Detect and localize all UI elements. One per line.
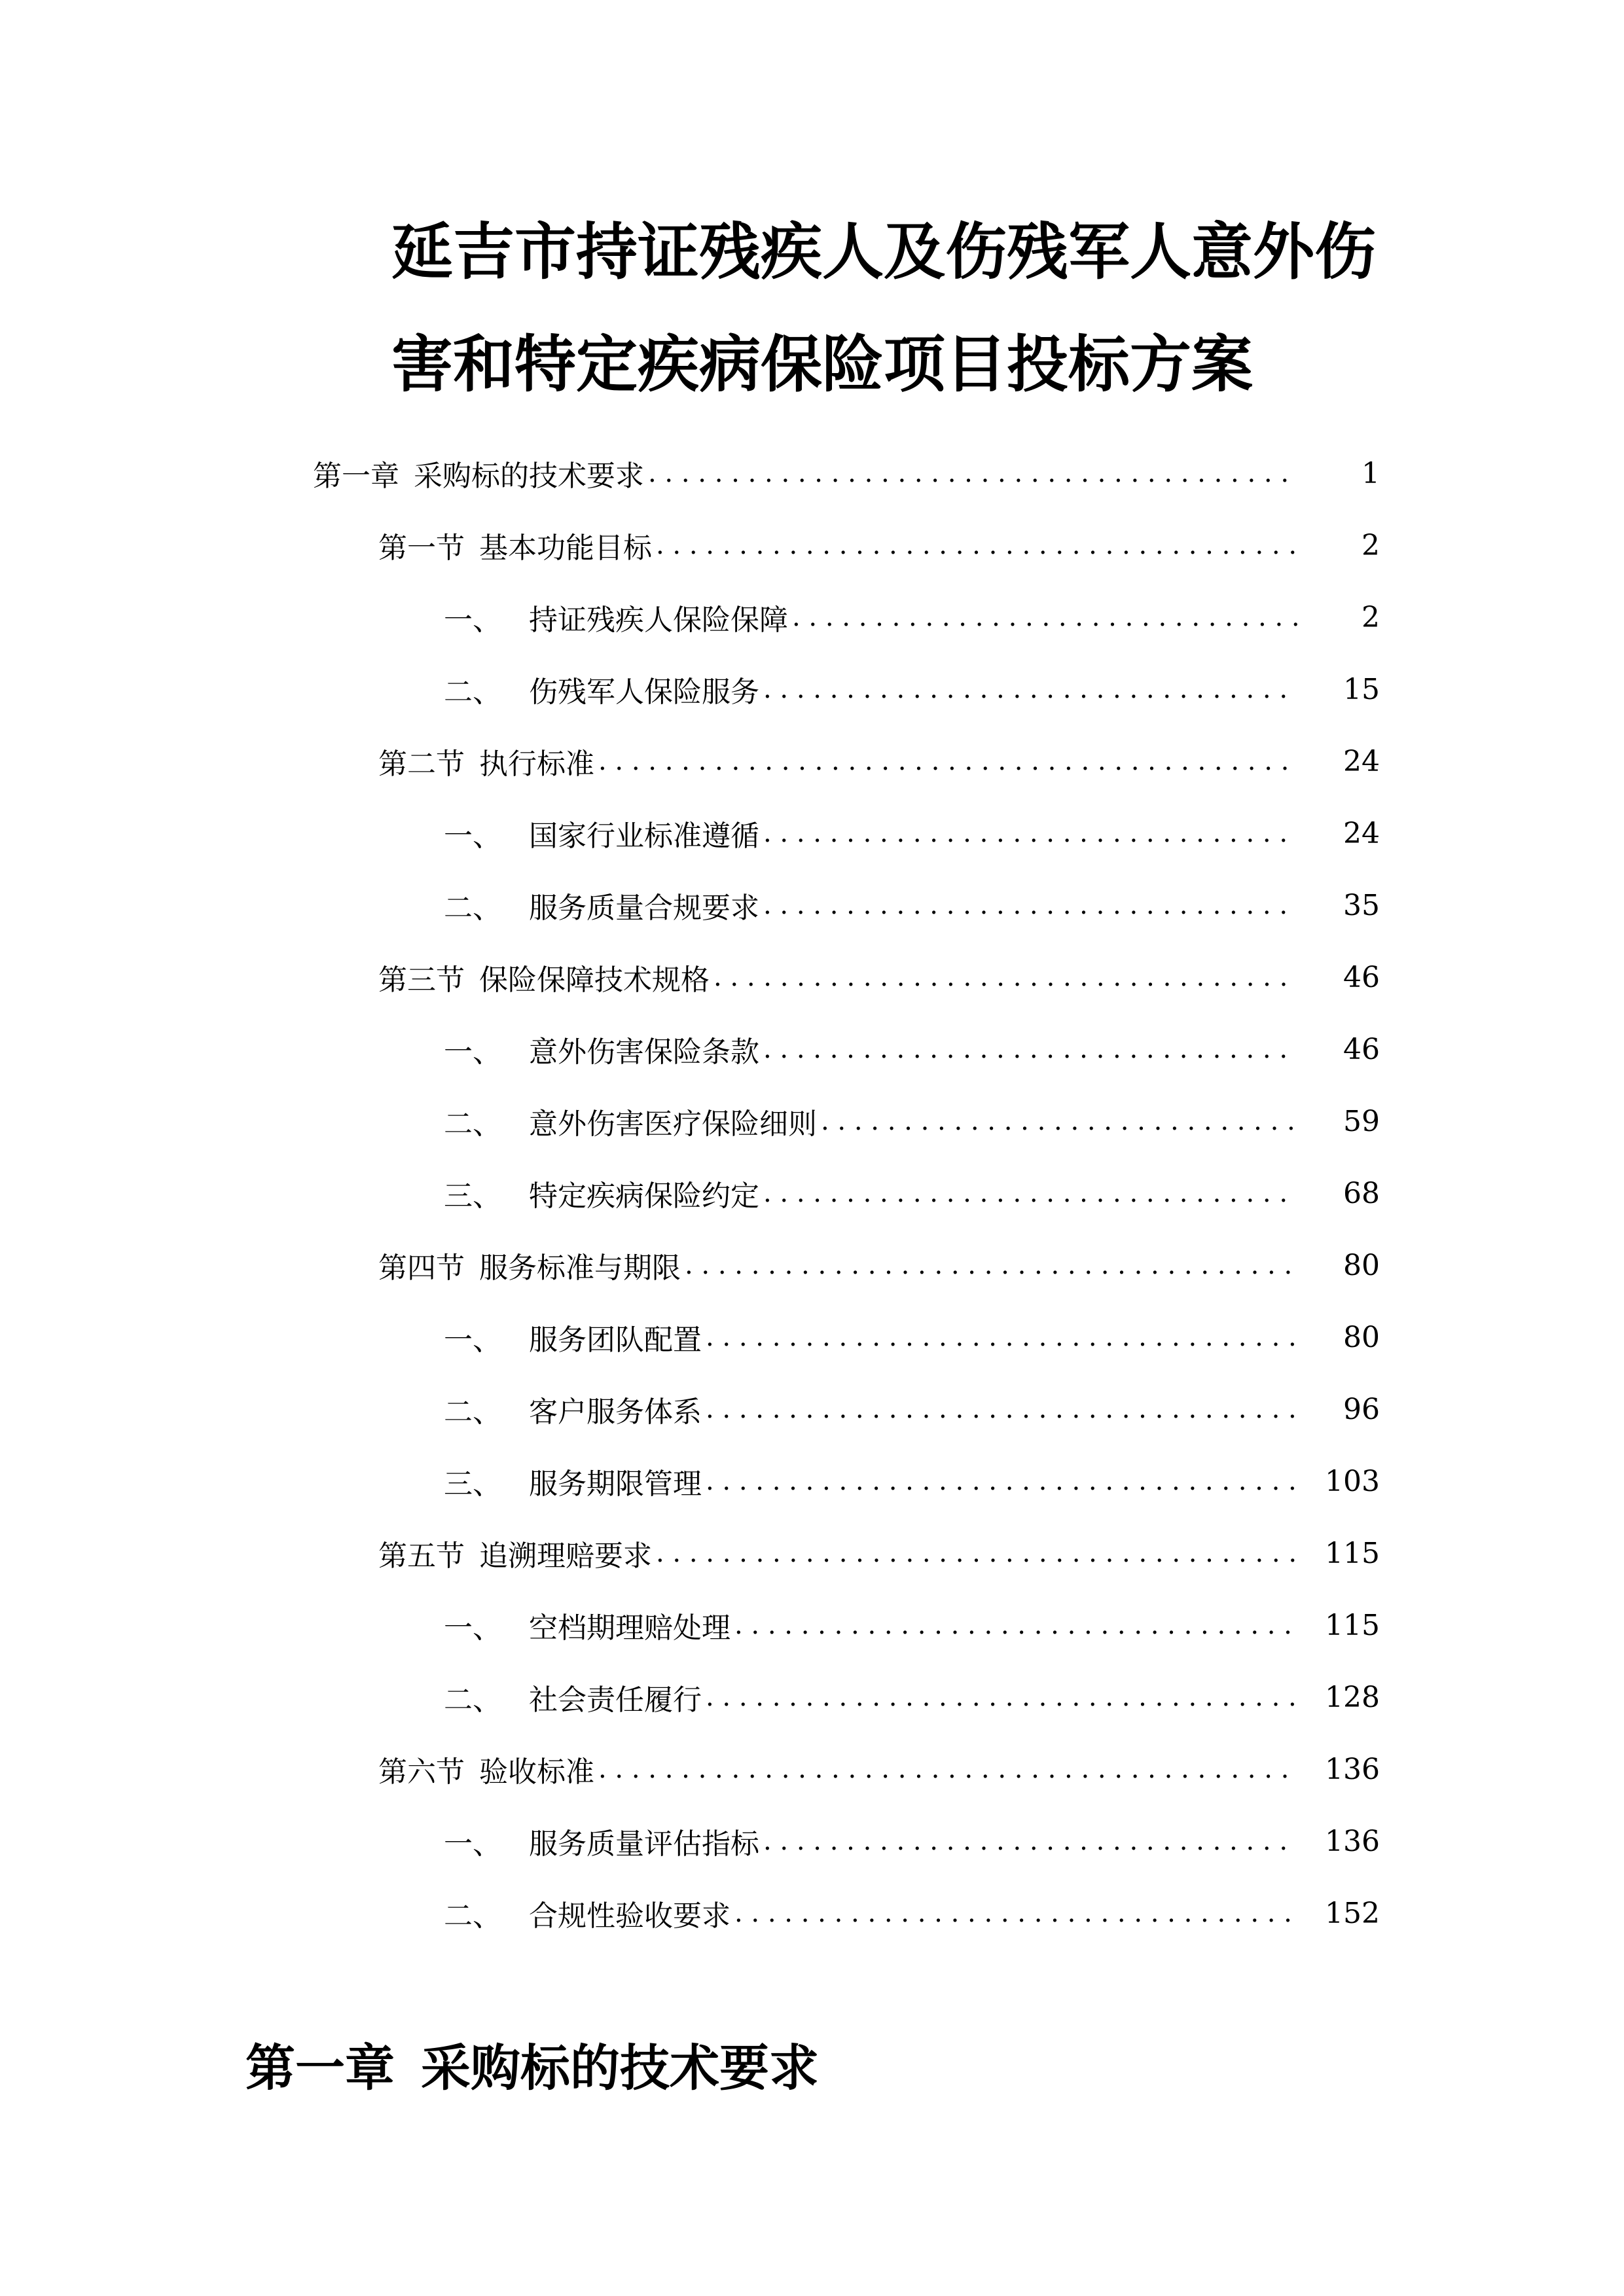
toc-entry[interactable] bbox=[0, 1085, 1624, 1157]
toc-entry-number: 三、 bbox=[444, 1467, 501, 1501]
chapter-title: 采购标的技术要求 bbox=[421, 2039, 819, 2097]
toc-dot-leader bbox=[598, 1754, 1297, 1784]
toc-entry-label bbox=[378, 524, 656, 566]
toc-page-number: 59 bbox=[1343, 1104, 1380, 1138]
toc-entry-text: 意外伤害医疗保险细则 bbox=[529, 1107, 817, 1141]
toc-entry[interactable] bbox=[0, 797, 1624, 869]
toc-dot-leader bbox=[763, 1826, 1297, 1856]
toc-entry[interactable] bbox=[0, 869, 1624, 941]
toc-entry-label bbox=[313, 452, 648, 494]
toc-dot-leader bbox=[734, 1898, 1297, 1928]
toc-entry-number: 第四节 bbox=[378, 1251, 465, 1285]
toc-page-number: 80 bbox=[1343, 1248, 1380, 1282]
toc-entry-label bbox=[378, 1748, 598, 1790]
toc-entry[interactable] bbox=[0, 1733, 1624, 1805]
toc-entry-text: 持证残疾人保险保障 bbox=[529, 603, 788, 637]
toc-entry-label bbox=[444, 668, 763, 710]
toc-page-number: 136 bbox=[1325, 1824, 1380, 1858]
toc-entry-text: 服务标准与期限 bbox=[479, 1251, 681, 1285]
toc-entry-text: 服务团队配置 bbox=[529, 1323, 702, 1357]
toc-entry-text: 服务质量合规要求 bbox=[529, 891, 759, 925]
toc-entry[interactable] bbox=[0, 941, 1624, 1013]
toc-entry-text: 空档期理赔处理 bbox=[529, 1611, 731, 1645]
toc-dot-leader bbox=[648, 458, 1297, 488]
toc-entry-number: 一、 bbox=[444, 1611, 501, 1645]
toc-entry-label bbox=[444, 1388, 706, 1430]
chapter-heading bbox=[245, 2036, 819, 2101]
table-of-contents bbox=[0, 437, 1624, 1949]
toc-entry[interactable] bbox=[0, 1877, 1624, 1949]
toc-page-number: 103 bbox=[1325, 1464, 1380, 1498]
toc-entry-number: 三、 bbox=[444, 1179, 501, 1213]
toc-entry-number: 第一章 bbox=[313, 459, 399, 493]
toc-entry-text: 采购标的技术要求 bbox=[414, 459, 644, 493]
toc-entry-number: 二、 bbox=[444, 1683, 501, 1717]
toc-entry[interactable] bbox=[0, 1301, 1624, 1373]
toc-entry-label bbox=[444, 1676, 706, 1718]
toc-entry-text: 执行标准 bbox=[479, 747, 594, 781]
toc-entry-text: 合规性验收要求 bbox=[529, 1899, 731, 1933]
document-title-line-1: 延吉市持证残疾人及伤残军人意外伤 bbox=[391, 217, 1377, 288]
toc-entry-label bbox=[444, 1316, 706, 1358]
toc-dot-leader bbox=[706, 1682, 1297, 1712]
toc-entry[interactable] bbox=[0, 1229, 1624, 1301]
toc-entry-number: 二、 bbox=[444, 1395, 501, 1429]
toc-entry[interactable] bbox=[0, 1445, 1624, 1517]
toc-entry[interactable] bbox=[0, 437, 1624, 509]
toc-entry-number: 一、 bbox=[444, 1035, 501, 1069]
toc-dot-leader bbox=[656, 1538, 1297, 1568]
toc-entry-label bbox=[444, 1820, 763, 1862]
toc-dot-leader bbox=[713, 962, 1297, 992]
toc-entry-label bbox=[444, 596, 792, 638]
toc-entry-label bbox=[378, 956, 713, 998]
toc-entry-text: 追溯理赔要求 bbox=[479, 1539, 652, 1573]
toc-dot-leader bbox=[706, 1322, 1297, 1352]
toc-entry-text: 客户服务体系 bbox=[529, 1395, 702, 1429]
toc-entry[interactable] bbox=[0, 581, 1624, 653]
toc-dot-leader bbox=[763, 890, 1297, 920]
toc-dot-leader bbox=[734, 1610, 1297, 1640]
toc-page-number: 115 bbox=[1325, 1536, 1380, 1570]
toc-entry-number: 一、 bbox=[444, 603, 501, 637]
toc-entry-label bbox=[378, 1244, 685, 1286]
toc-entry-number: 二、 bbox=[444, 675, 501, 709]
toc-page-number: 136 bbox=[1325, 1752, 1380, 1786]
toc-page-number: 2 bbox=[1362, 528, 1380, 562]
toc-page-number: 68 bbox=[1343, 1176, 1380, 1210]
toc-entry-label bbox=[444, 1460, 706, 1502]
toc-entry-text: 特定疾病保险约定 bbox=[529, 1179, 759, 1213]
toc-entry-label bbox=[444, 1172, 763, 1214]
toc-entry-number: 二、 bbox=[444, 891, 501, 925]
toc-entry-label bbox=[378, 1532, 656, 1574]
toc-dot-leader bbox=[763, 818, 1297, 848]
toc-entry-text: 服务质量评估指标 bbox=[529, 1827, 759, 1861]
toc-entry-label bbox=[444, 1604, 734, 1646]
toc-entry-number: 一、 bbox=[444, 1827, 501, 1861]
toc-entry-label bbox=[444, 1028, 763, 1070]
toc-entry-number: 第一节 bbox=[378, 531, 465, 565]
toc-page-number: 46 bbox=[1343, 960, 1380, 994]
toc-entry-number: 一、 bbox=[444, 819, 501, 853]
chapter-number: 第一章 bbox=[245, 2039, 395, 2097]
toc-page-number: 2 bbox=[1362, 600, 1380, 634]
toc-entry-number: 第五节 bbox=[378, 1539, 465, 1573]
toc-entry[interactable] bbox=[0, 509, 1624, 581]
toc-entry[interactable] bbox=[0, 1805, 1624, 1877]
toc-page-number: 115 bbox=[1325, 1608, 1380, 1642]
toc-page-number: 96 bbox=[1343, 1392, 1380, 1426]
toc-page-number: 46 bbox=[1343, 1032, 1380, 1066]
toc-entry-number: 第三节 bbox=[378, 963, 465, 997]
toc-entry-label bbox=[444, 1892, 734, 1934]
toc-entry[interactable] bbox=[0, 1589, 1624, 1661]
toc-page-number: 35 bbox=[1343, 888, 1380, 922]
toc-entry-number: 二、 bbox=[444, 1107, 501, 1141]
toc-entry-label bbox=[444, 884, 763, 926]
document-title-line-2: 害和特定疾病保险项目投标方案 bbox=[391, 329, 1254, 401]
toc-page-number: 24 bbox=[1343, 744, 1380, 778]
toc-entry[interactable] bbox=[0, 1661, 1624, 1733]
toc-entry-number: 第六节 bbox=[378, 1755, 465, 1789]
toc-dot-leader bbox=[763, 674, 1297, 704]
toc-entry-text: 伤残军人保险服务 bbox=[529, 675, 759, 709]
toc-page-number: 128 bbox=[1325, 1680, 1380, 1714]
toc-entry-text: 社会责任履行 bbox=[529, 1683, 702, 1717]
toc-dot-leader bbox=[792, 602, 1297, 632]
toc-entry[interactable] bbox=[0, 1013, 1624, 1085]
toc-entry-text: 意外伤害保险条款 bbox=[529, 1035, 759, 1069]
toc-entry[interactable] bbox=[0, 1373, 1624, 1445]
toc-entry[interactable] bbox=[0, 653, 1624, 725]
toc-entry-text: 验收标准 bbox=[479, 1755, 594, 1789]
toc-entry-text: 服务期限管理 bbox=[529, 1467, 702, 1501]
toc-dot-leader bbox=[763, 1034, 1297, 1064]
toc-dot-leader bbox=[598, 746, 1297, 776]
toc-dot-leader bbox=[706, 1466, 1297, 1496]
toc-entry-text: 保险保障技术规格 bbox=[479, 963, 710, 997]
toc-page-number: 152 bbox=[1325, 1896, 1380, 1930]
toc-entry-number: 二、 bbox=[444, 1899, 501, 1933]
toc-entry-label bbox=[444, 812, 763, 854]
toc-entry-text: 国家行业标准遵循 bbox=[529, 819, 759, 853]
toc-page-number: 15 bbox=[1343, 672, 1380, 706]
toc-page-number: 1 bbox=[1362, 456, 1380, 490]
toc-entry[interactable] bbox=[0, 725, 1624, 797]
toc-entry-label bbox=[378, 740, 598, 782]
toc-entry-text: 基本功能目标 bbox=[479, 531, 652, 565]
toc-entry[interactable] bbox=[0, 1157, 1624, 1229]
toc-entry-number: 一、 bbox=[444, 1323, 501, 1357]
toc-page-number: 80 bbox=[1343, 1320, 1380, 1354]
toc-dot-leader bbox=[821, 1106, 1297, 1136]
toc-dot-leader bbox=[656, 530, 1297, 560]
toc-entry-number: 第二节 bbox=[378, 747, 465, 781]
toc-dot-leader bbox=[685, 1250, 1297, 1280]
toc-page-number: 24 bbox=[1343, 816, 1380, 850]
toc-entry[interactable] bbox=[0, 1517, 1624, 1589]
toc-dot-leader bbox=[763, 1178, 1297, 1208]
document-title bbox=[391, 196, 1413, 422]
toc-dot-leader bbox=[706, 1394, 1297, 1424]
toc-entry-label bbox=[444, 1100, 821, 1142]
